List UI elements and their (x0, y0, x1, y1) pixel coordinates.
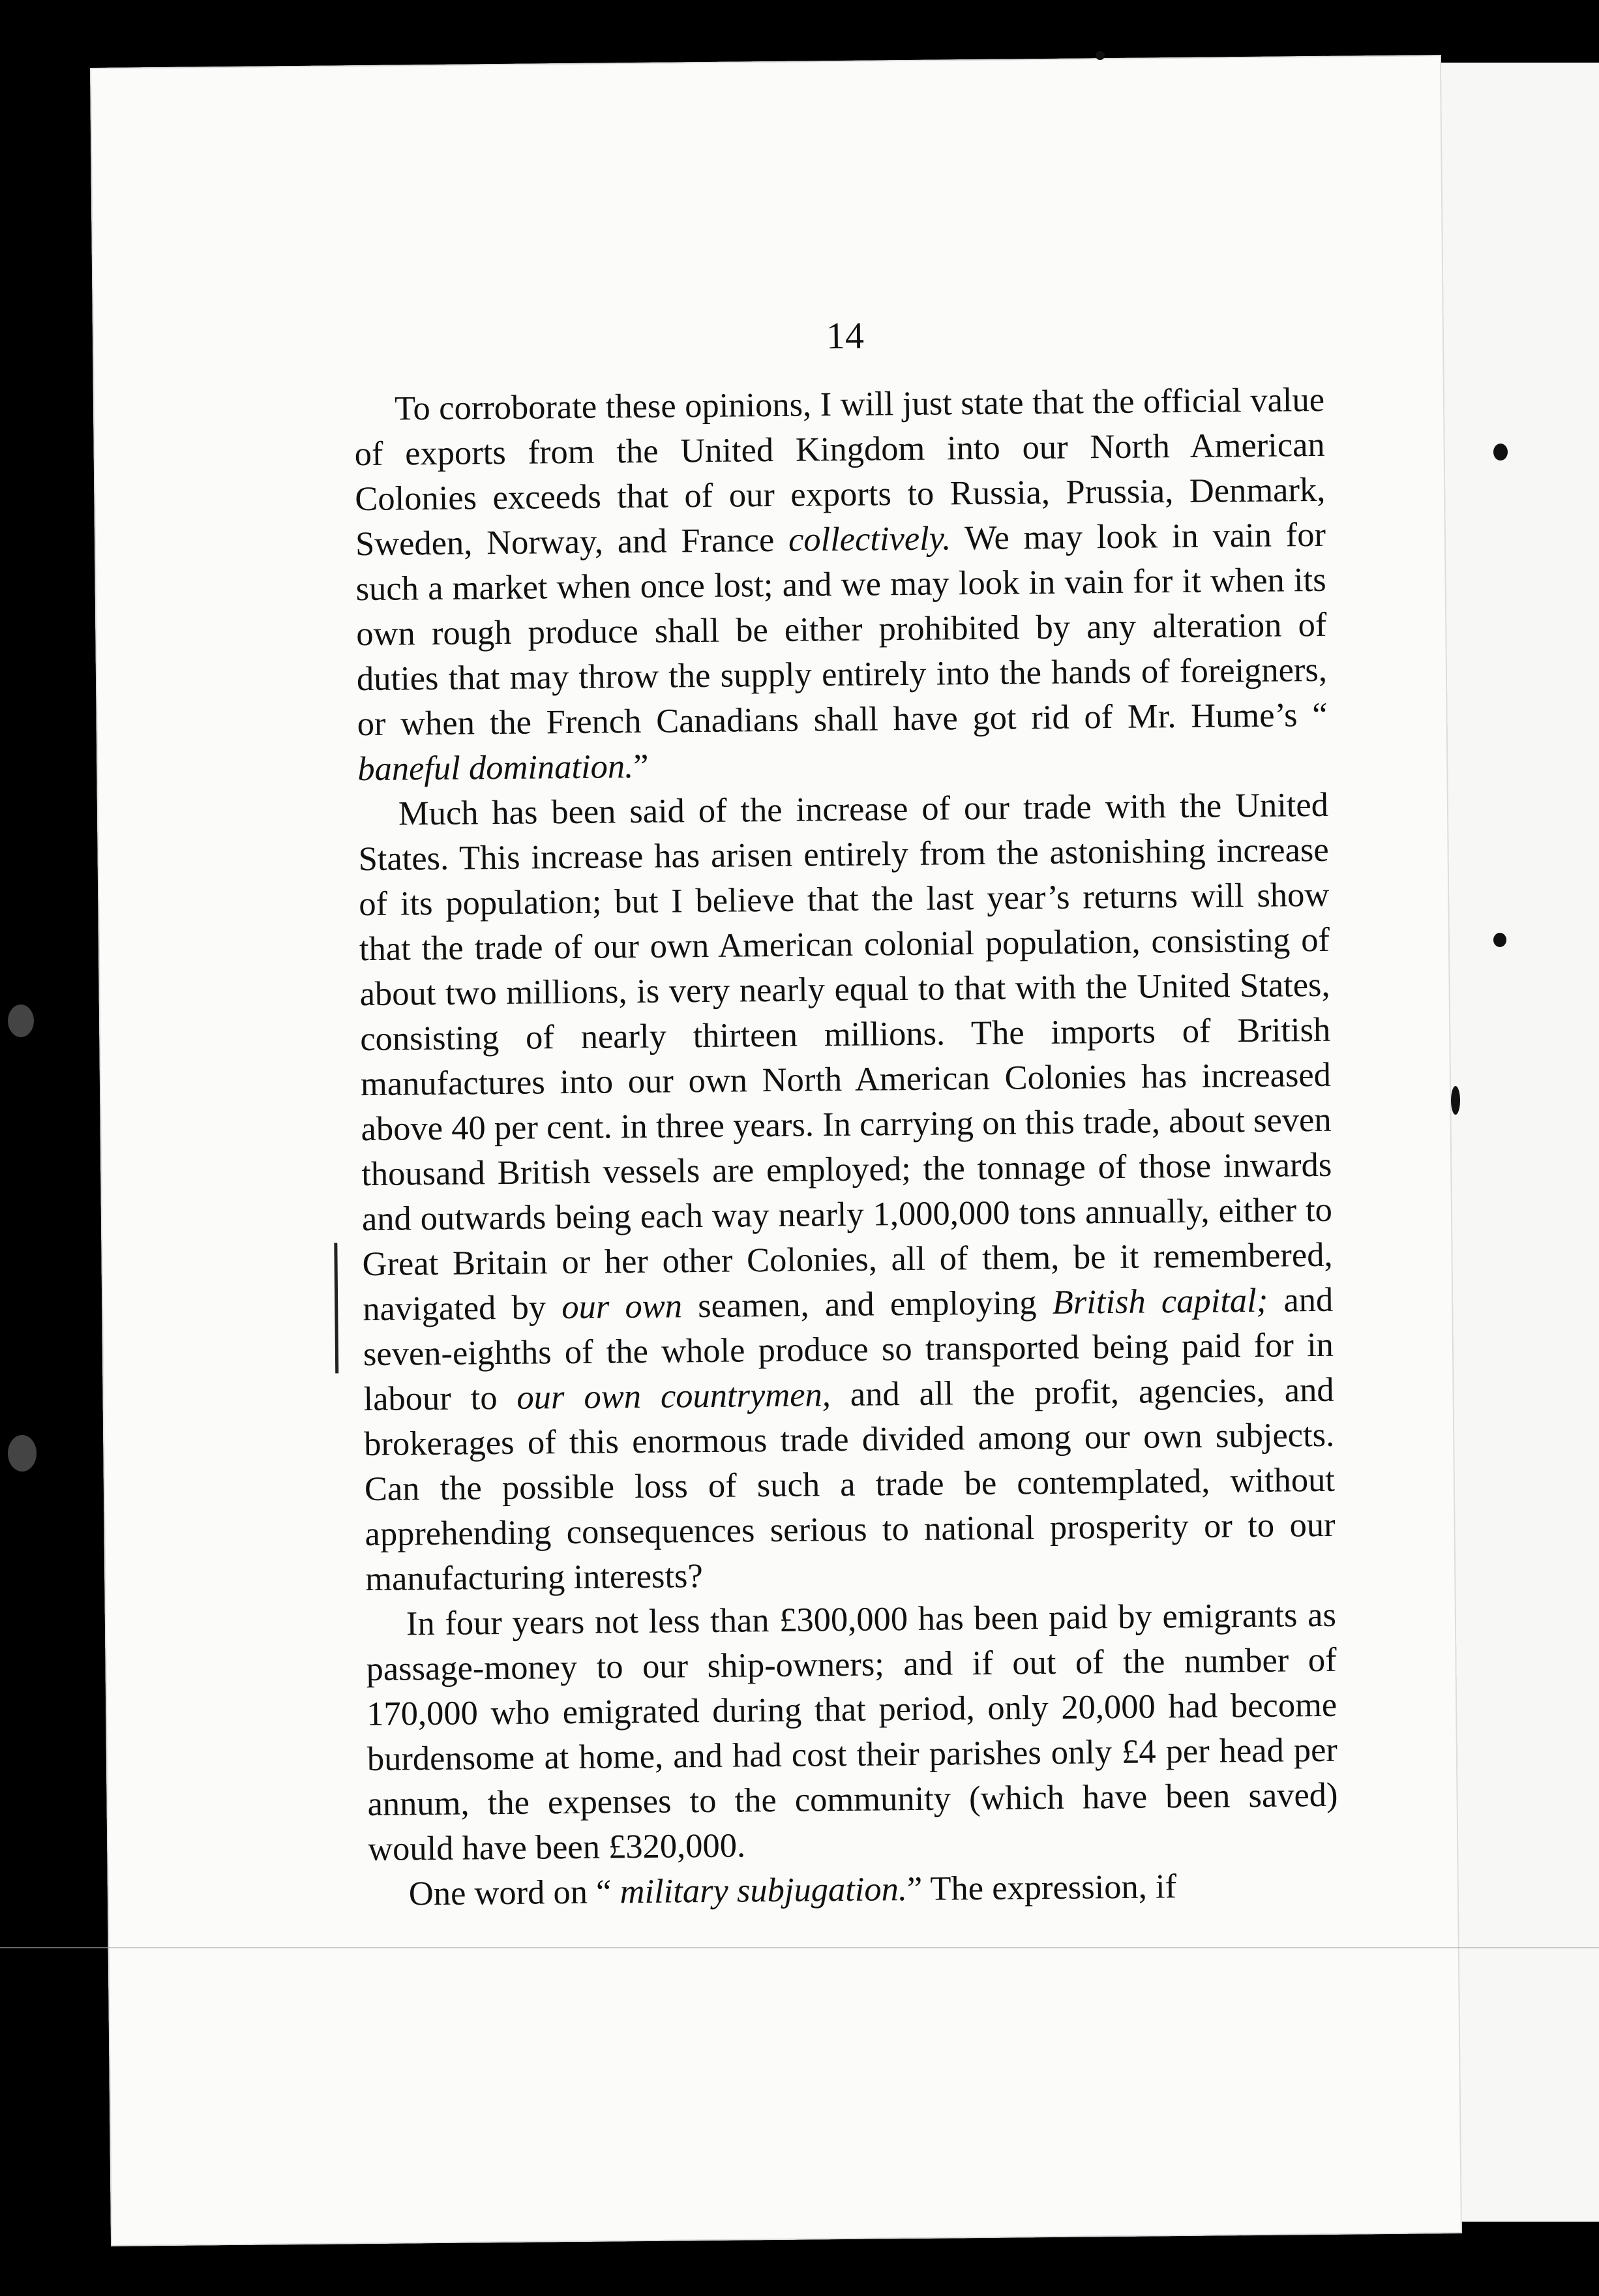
italic-text-run: baneful domination. (357, 748, 634, 789)
text-run: ” (633, 747, 649, 786)
text-run: and all the profit, agencies, and brokerages of this enormous trade divided among our own subjects. Can the possible loss of such a trade be contemplated, without apprehending consequences serious to national prosperity or to our manufacturing interests? (363, 1370, 1336, 1599)
italic-text-run: military subjugation. (620, 1870, 908, 1911)
paragraph (358, 783, 1336, 1602)
scan-speck (8, 1004, 34, 1037)
scan-speck (1451, 1086, 1460, 1115)
italic-text-run: collectively. (788, 519, 951, 559)
text-run: In four years not less than £300,000 has been paid by emigrants as passage-money to our ship-owners; and if out of the number of 170,000 who emigrated during that period, only 20,000 had become burdensome at home, and had cost their parishes only £4 per head per annum, the expenses to the community (which have been saved) would have been £320,000. (366, 1595, 1338, 1869)
italic-text-run: our own countrymen, (516, 1376, 831, 1417)
text-run: One word on “ (408, 1873, 620, 1913)
text-run: ” The expression, if (906, 1867, 1177, 1909)
text-run: We may look in vain for such a market when once lost; and we may look in vain for it when its own rough produce shall be either prohibited by any alteration of duties that may throw the supply entirely into the hands of foreigners, or when the French Canadians shall have got rid of Mr. Hume’s “ (355, 515, 1328, 744)
scan-speck (1493, 933, 1506, 947)
book-page (90, 55, 1462, 2246)
scan-artifact-line (0, 1947, 1599, 1948)
page-number: 14 (826, 314, 865, 357)
italic-text-run: British capital; (1052, 1281, 1268, 1322)
text-run: To corroborate these opinions, I will just state that the official value of exports from the United Kingdom into our North American Colonies exceeds that of our exports to Russia, Prussia, Denmark, Sweden, Norway, and France (354, 380, 1326, 564)
paragraph (354, 378, 1328, 792)
paragraph (368, 1863, 1339, 1917)
paragraph (366, 1593, 1339, 1872)
scan-speck (1096, 51, 1105, 60)
margin-pencil-mark (334, 1243, 338, 1373)
body-text (354, 378, 1339, 1917)
scan-speck (1493, 444, 1508, 461)
italic-text-run: our own (561, 1287, 683, 1327)
text-run: Much has been said of the increase of our trade with the United States. This increase has arisen entirely from the astonishing increase of its population; but I believe that the last year’s returns will show that the trade of our own American colonial population, consisting of about two millions, is very nearly equal to that with the United States, consisting of nearly thirteen millions. The imports of British manufactures into our own North American Colonies has increased above 40 per cent. in three years. In carrying on this trade, about seven thousand British vessels are employed; the tonnage of those inwards and outwards being each way nearly 1,000,000 tons annually, either to Great Britain or her other Colonies, all of them, be it remembered, navigated by (358, 785, 1333, 1329)
text-run: seamen, and employing (681, 1283, 1053, 1325)
scan-speck (8, 1435, 37, 1472)
text-run: and seven-eighths of the whole produce so transported being paid for in labour to (363, 1280, 1334, 1419)
